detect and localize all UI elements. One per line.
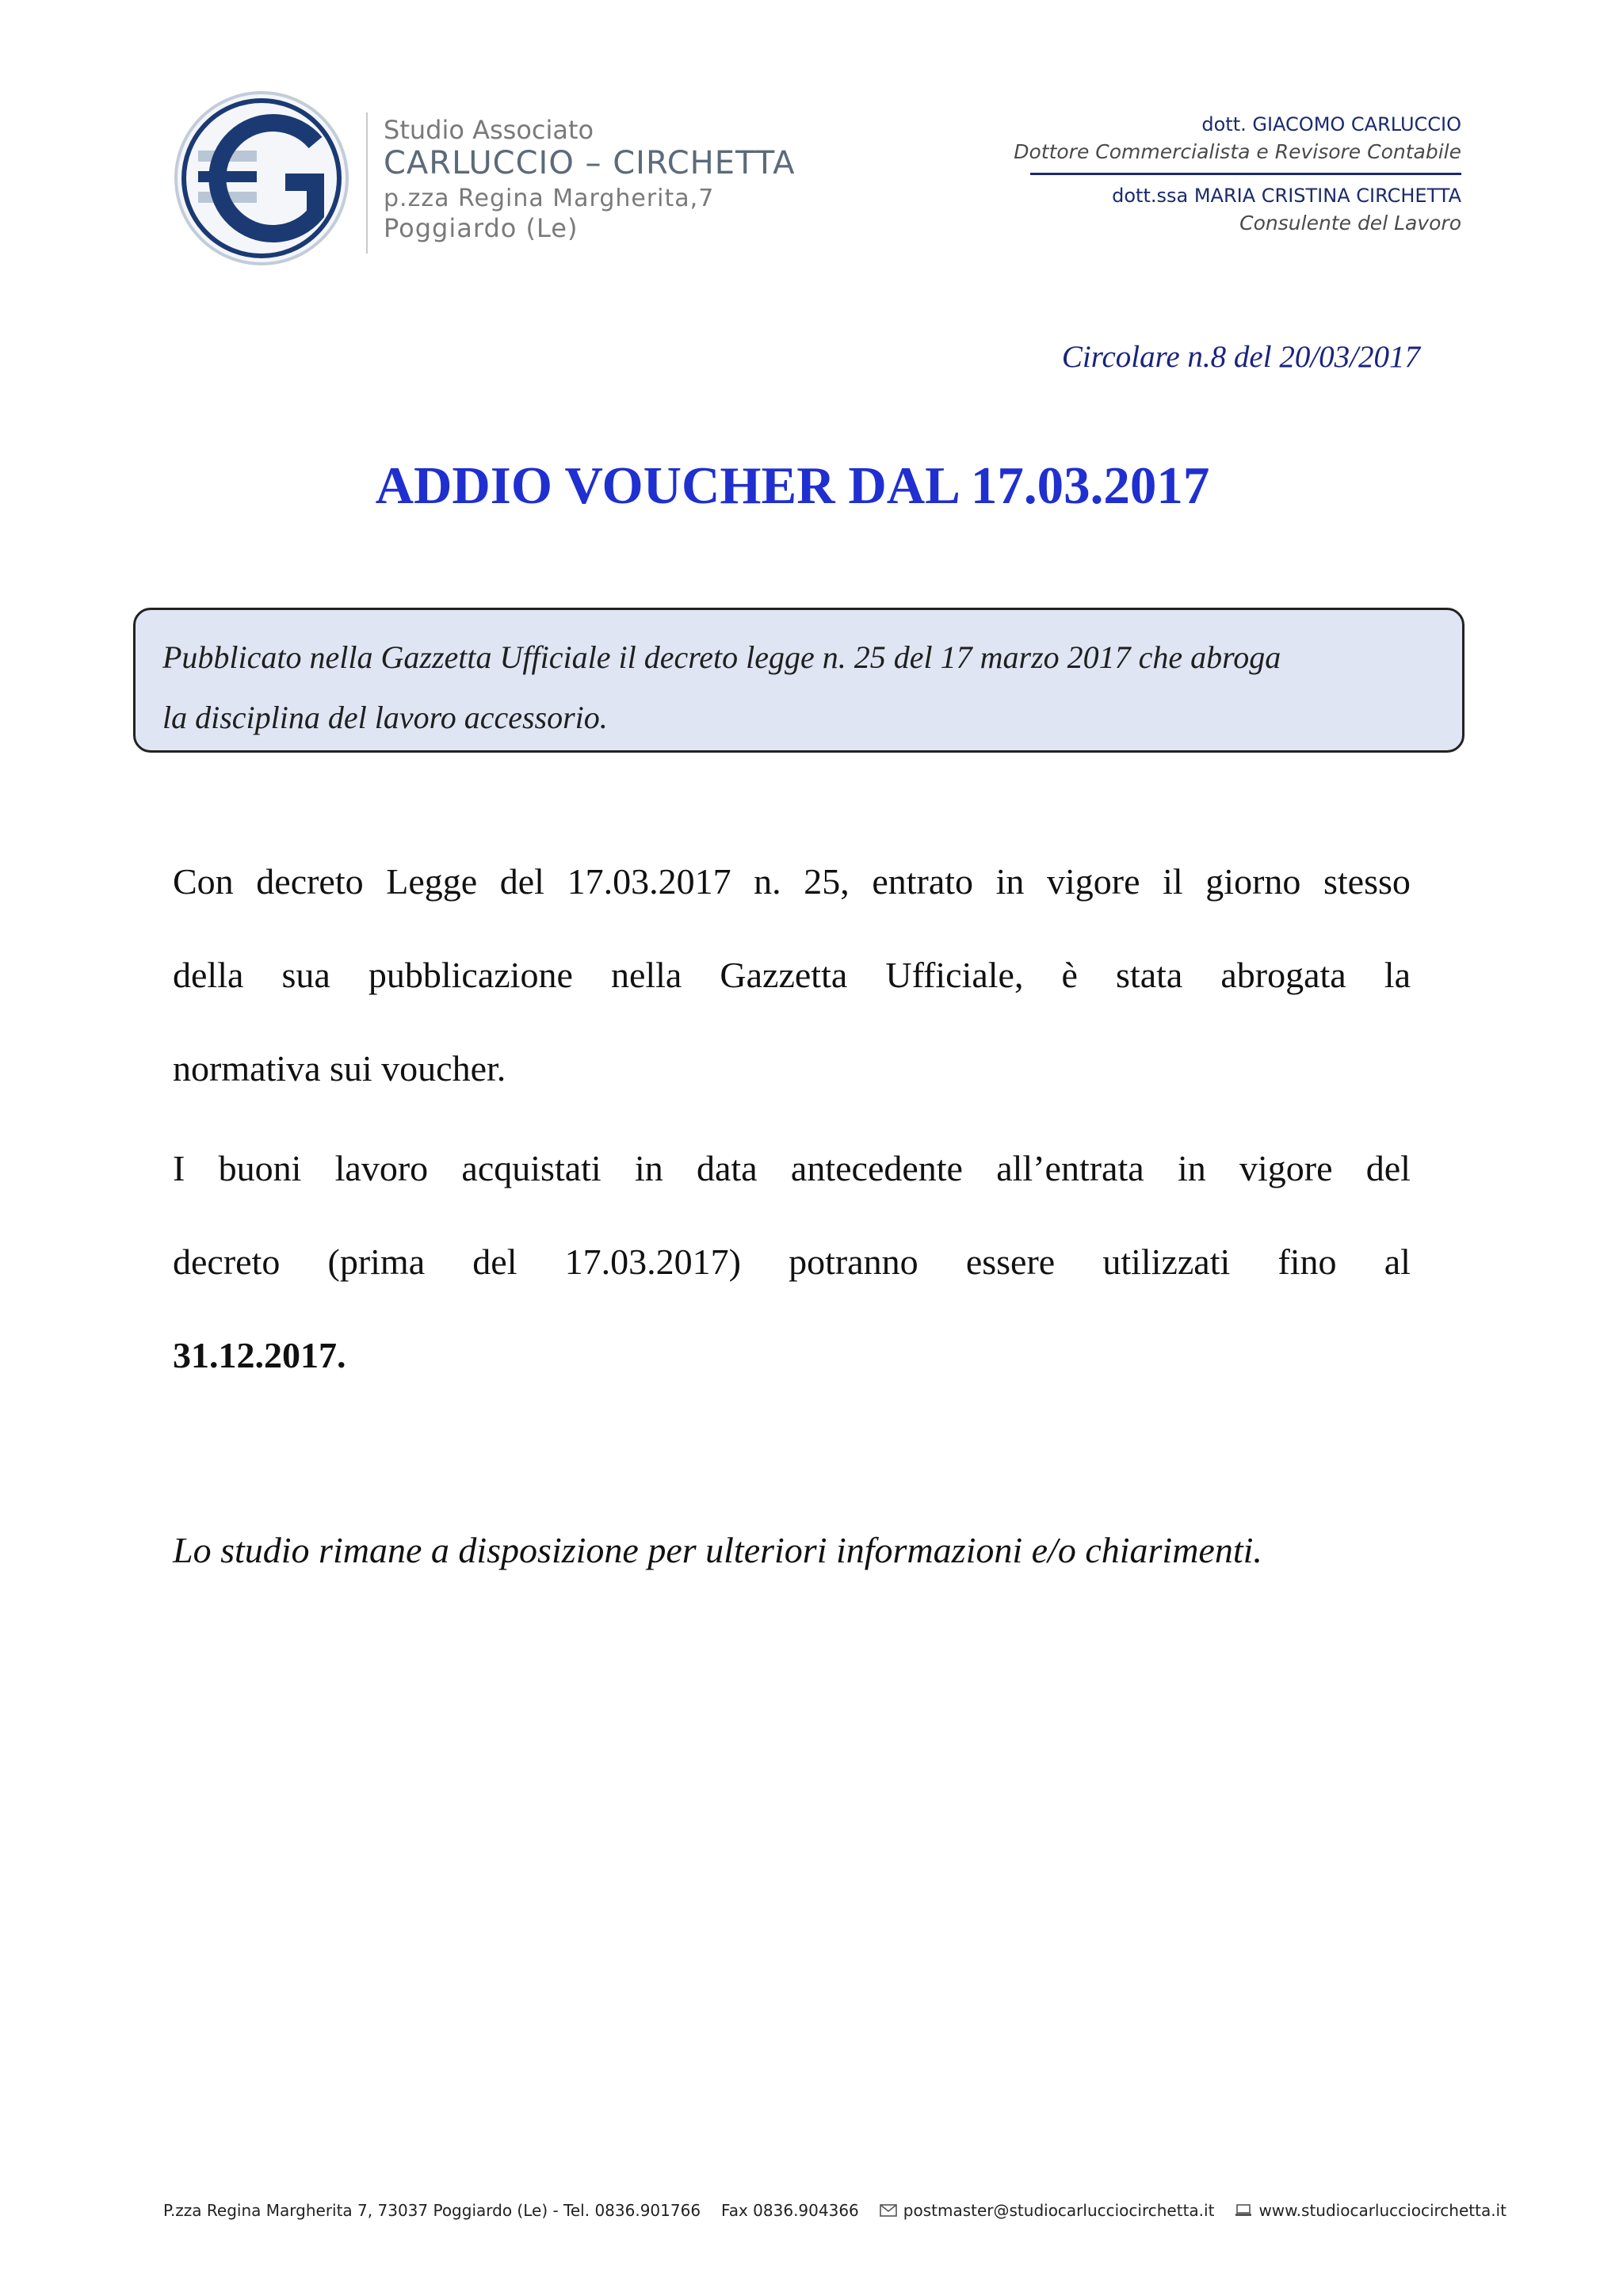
closing-note: Lo studio rimane a disposizione per ulteriori informazioni e/o chiarimenti. <box>173 1530 1262 1570</box>
word: potranno <box>789 1241 918 1282</box>
paragraph-1-line-2 <box>173 929 1411 1022</box>
word: antecedente <box>790 1148 963 1188</box>
paragraph-2-line-1 <box>173 1122 1411 1215</box>
footer-address: P.zza Regina Margherita 7, 73037 Poggiardo (Le) - Tel. 0836.901766 <box>163 2201 701 2220</box>
studio-logo-text <box>384 117 795 241</box>
word: all’entrata <box>996 1148 1144 1188</box>
studio-address: p.zza Regina Margherita,7 <box>384 185 715 212</box>
word: n. <box>754 861 781 902</box>
footer-website[interactable]: www.studiocarlucciocirchetta.it <box>1258 2201 1507 2220</box>
studio-label: Studio Associato <box>384 115 594 145</box>
professional-title-2: Consulente del Lavoro <box>1239 212 1461 235</box>
word: fino <box>1277 1241 1337 1282</box>
paragraph-1-line-3: normativa sui voucher. <box>173 1048 506 1089</box>
paragraph-2 <box>173 1122 1411 1402</box>
professionals-block <box>986 113 1461 235</box>
footer <box>163 2201 1507 2220</box>
word: abrogata <box>1220 955 1346 995</box>
word: pubblicazione <box>368 955 573 995</box>
professional-divider <box>1030 173 1461 175</box>
document-title: ADDIO VOUCHER DAL 17.03.2017 <box>375 456 1210 515</box>
studio-city: Poggiardo (Le) <box>384 213 579 243</box>
word: Gazzetta <box>720 955 848 995</box>
word: in <box>1177 1148 1206 1188</box>
word: della <box>173 955 244 995</box>
word: il <box>1163 861 1183 902</box>
email-icon <box>880 2204 897 2217</box>
word: decreto <box>256 861 364 902</box>
word: la <box>1384 955 1411 995</box>
word: del <box>499 861 544 902</box>
deadline-date: 31.12.2017. <box>173 1335 346 1375</box>
studio-names: CARLUCCIO – CIRCHETTA <box>384 145 796 181</box>
cg-monogram-icon <box>168 89 355 268</box>
word: lavoro <box>334 1148 429 1188</box>
word: I <box>173 1148 185 1188</box>
paragraph-1-line-1 <box>173 835 1411 929</box>
word: vigore <box>1239 1148 1333 1188</box>
word: decreto <box>173 1241 281 1282</box>
word: Legge <box>386 861 478 902</box>
word: Ufficiale, <box>885 955 1024 995</box>
word: essere <box>965 1241 1056 1282</box>
summary-line-1: Pubblicato nella Gazzetta Ufficiale il decreto legge n. 25 del 17 marzo 2017 che abroga <box>162 639 1281 675</box>
word: (prima <box>327 1241 426 1282</box>
logo-divider <box>366 113 368 254</box>
professional-name-1: dott. GIACOMO CARLUCCIO <box>1201 113 1461 135</box>
word: del <box>472 1241 517 1282</box>
word: data <box>697 1148 758 1188</box>
paragraph-2-line-2 <box>173 1215 1411 1309</box>
word: in <box>995 861 1025 902</box>
footer-email[interactable]: postmaster@studiocarlucciocirchetta.it <box>903 2201 1215 2220</box>
professional-name-2: dott.ssa MARIA CRISTINA CIRCHETTA <box>1112 185 1461 207</box>
word: 17.03.2017 <box>567 861 731 902</box>
word: Con <box>173 861 234 902</box>
computer-icon <box>1235 2204 1252 2217</box>
word: stata <box>1116 955 1183 995</box>
word: al <box>1384 1241 1411 1282</box>
word: stesso <box>1323 861 1411 902</box>
footer-fax: Fax 0836.904366 <box>721 2201 859 2220</box>
summary-line-2: la disciplina del lavoro accessorio. <box>162 700 608 735</box>
word: 17.03.2017) <box>564 1241 741 1282</box>
word: in <box>634 1148 663 1188</box>
word: è <box>1061 955 1078 995</box>
word: utilizzati <box>1102 1241 1231 1282</box>
word: sua <box>281 955 330 995</box>
word: acquistati <box>461 1148 601 1188</box>
word: nella <box>610 955 682 995</box>
word: del <box>1365 1148 1411 1188</box>
paragraph-1 <box>173 835 1411 1116</box>
circolare-reference: Circolare n.8 del 20/03/2017 <box>1061 340 1420 374</box>
word: buoni <box>218 1148 302 1188</box>
word: entrato <box>872 861 974 902</box>
word: giorno <box>1205 861 1301 902</box>
word: vigore <box>1047 861 1140 902</box>
word: 25, <box>804 861 850 902</box>
professional-title-1: Dottore Commercialista e Revisore Contabile <box>1014 140 1461 163</box>
summary-box <box>133 608 1465 753</box>
